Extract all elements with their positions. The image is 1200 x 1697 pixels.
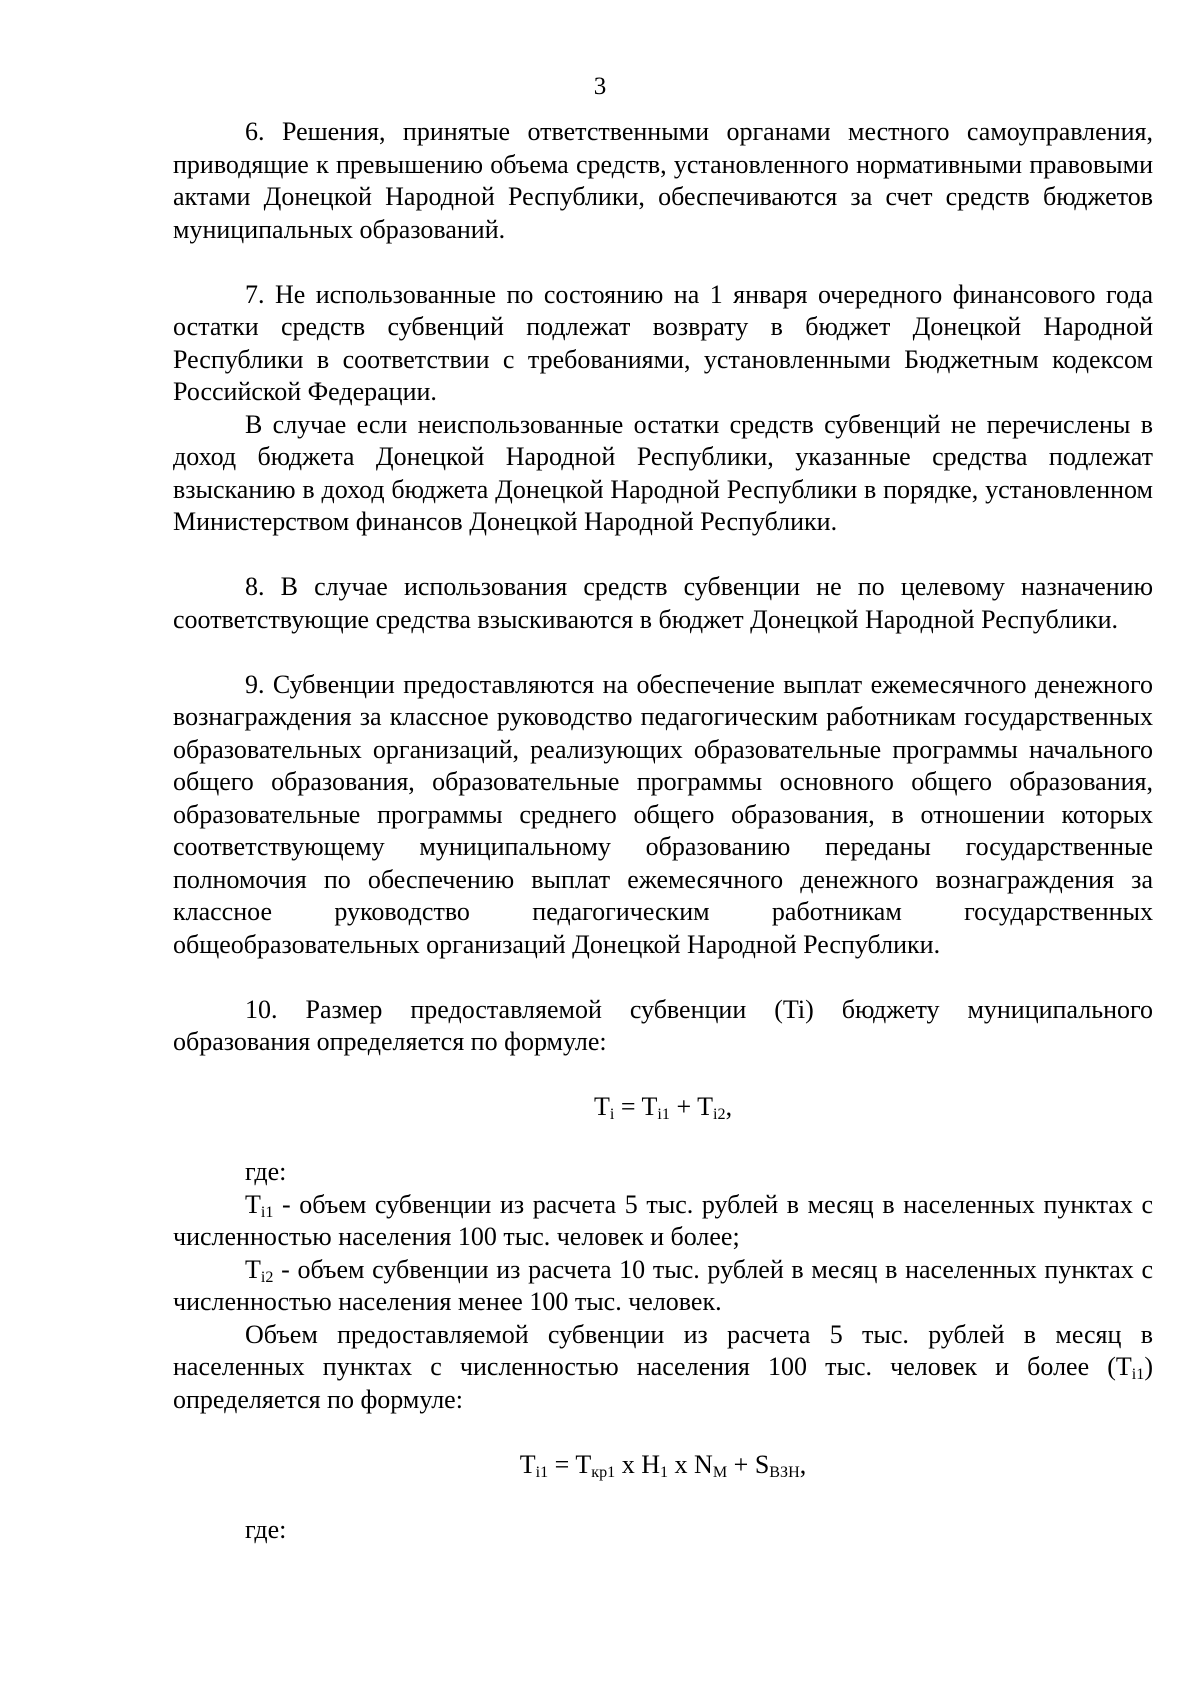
page-number: 3 [593, 73, 607, 100]
document-body [173, 116, 1153, 1546]
paragraph-9: 9. Субвенции предоставляются на обеспечение выплат ежемесячного денежного вознаграждения за классное руководство педагогическим работникам государственных образовательных организаций, реализующих образовательные программы начального общего образования, образовательные программы основного общего образования, образовательные программы среднего общего образования, в отношении которых соответствующему муниципальному образованию переданы государственные полномочия по обеспечению выплат ежемесячного денежного вознаграждения за классное руководство педагогическим работникам государственных общеобразовательных организаций Донецкой Народной Республики. [173, 669, 1153, 959]
where-label-1: где: [245, 1157, 287, 1186]
paragraph-6: 6. Решения, принятые ответственными органами местного самоуправления, приводящие к превышению объема средств, установленного нормативными правовыми актами Донецкой Народной Республики, обеспечиваются за счет средств бюджетов муниципальных образований. [173, 117, 1153, 244]
volume-paragraph: Объем предоставляемой субвенции из расчета 5 тыс. рублей в месяц в населенных пунктах с численностью населения 100 тыс. человек и более $(T_{i1})$ определяется по формуле: [173, 1319, 1153, 1414]
paragraph-7: 7. Не использованные по состоянию на 1 января очередного финансового года остатки средств субвенций подлежат возврату в бюджет Донецкой Народной Республики в соответствии с требованиями, установленными Бюджетным кодексом Российской Федерации. [173, 279, 1153, 406]
formula-ti: $T_i = T_{i1} + T_{i2}$, [593, 1092, 733, 1124]
ti2-definition: $T_{i2}$ - объем субвенции из расчета 10 тыс. рублей в месяц в населенных пунктах с численностью населения менее 100 тыс. человек. [173, 1254, 1153, 1316]
formula-ti1: $T_{i1} = T_{кр1}$ х $Н_1$ х $N_М + S_{ВЗН}$, [519, 1449, 807, 1481]
where-label-2: где: [245, 1514, 287, 1544]
paragraph-7-continuation: В случае если неиспользованные остатки средств субвенций не перечислены в доход бюджета Донецкой Народной Республики, указанные средства подлежат взысканию в доход бюджета Донецкой Народной Республики в порядке, установленном Министерством финансов Донецкой Народной Республики. [173, 409, 1153, 536]
paragraph-10: 10. Размер предоставляемой субвенции (Ti) бюджету муниципального образования определяется по формуле: [173, 994, 1153, 1056]
ti1-definition: $T_{i1}$ - объем субвенции из расчета 5 тыс. рублей в месяц в населенных пунктах с численностью населения 100 тыс. человек и более; [173, 1189, 1153, 1251]
paragraph-8: 8. В случае использования средств субвенции не по целевому назначению соответствующие средства взыскиваются в бюджет Донецкой Народной Республики. [173, 572, 1153, 634]
